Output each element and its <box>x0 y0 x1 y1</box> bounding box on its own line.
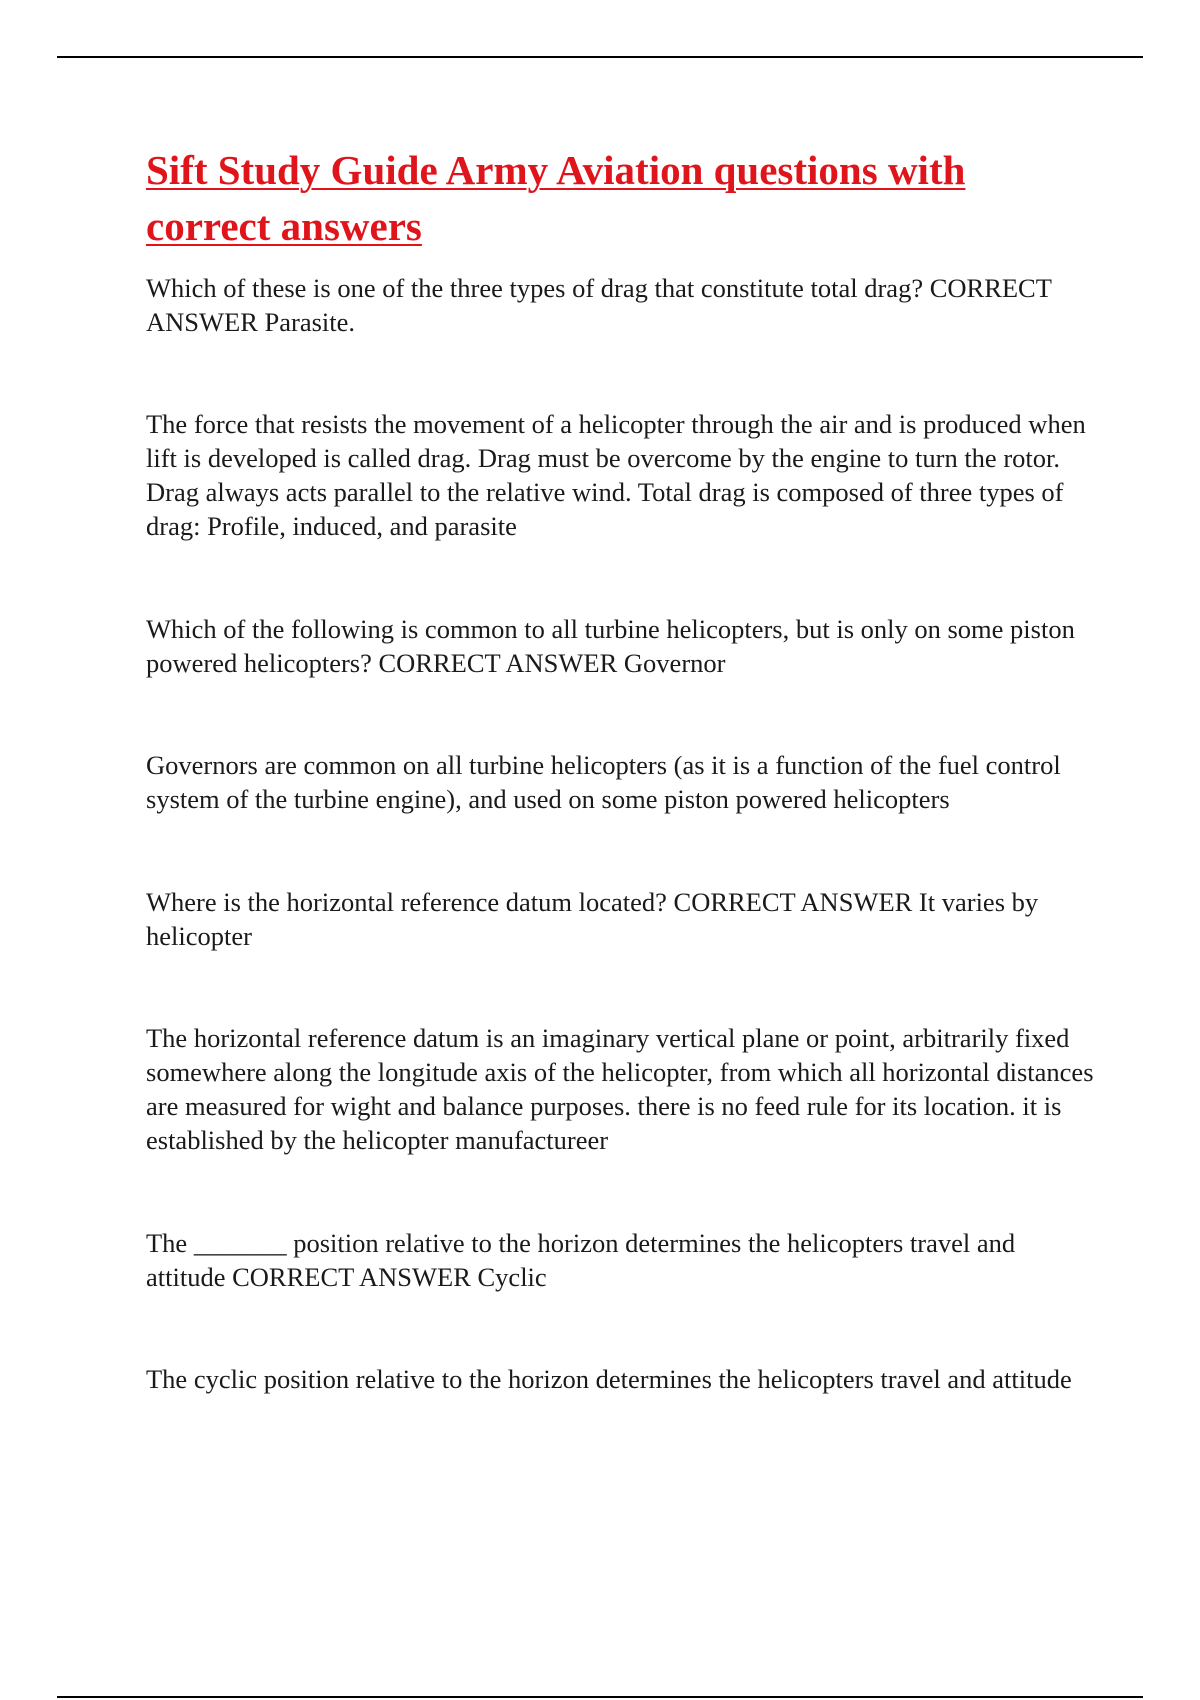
document-body <box>146 142 1096 1396</box>
question-2: Which of the following is common to all turbine helicopters, but is only on some piston powered helicopters? CORRECT ANSWER Governor <box>146 614 1075 678</box>
top-rule <box>57 56 1143 58</box>
explanation-1: The force that resists the movement of a helicopter through the air and is produced when lift is developed is called drag. Drag must be overcome by the engine to turn the rotor. Drag always acts parallel to the relative wind. Total drag is composed of three types of drag: Profile, induced, and parasite <box>146 409 1086 541</box>
explanation-3: The horizontal reference datum is an imaginary vertical plane or point, arbitrarily fixed somewhere along the longitude axis of the helicopter, from which all horizontal distances are measured for wight and balance purposes. there is no feed rule for its location. it is established by the helicopter manufactureer <box>146 1023 1094 1155</box>
explanation-2: Governors are common on all turbine helicopters (as it is a function of the fuel control system of the turbine engine), and used on some piston powered helicopters <box>146 750 1061 814</box>
question-3: Where is the horizontal reference datum located? CORRECT ANSWER It varies by helicopter <box>146 887 1039 951</box>
question-4: The _______ position relative to the horizon determines the helicopters travel and attitude CORRECT ANSWER Cyclic <box>146 1228 1016 1292</box>
explanation-4: The cyclic position relative to the horizon determines the helicopters travel and attitude <box>146 1364 1072 1394</box>
bottom-rule <box>57 1696 1143 1698</box>
document-title: Sift Study Guide Army Aviation questions with correct answers <box>146 147 966 249</box>
question-1: Which of these is one of the three types of drag that constitute total drag? CORRECT ANSWER Parasite. <box>146 273 1052 337</box>
